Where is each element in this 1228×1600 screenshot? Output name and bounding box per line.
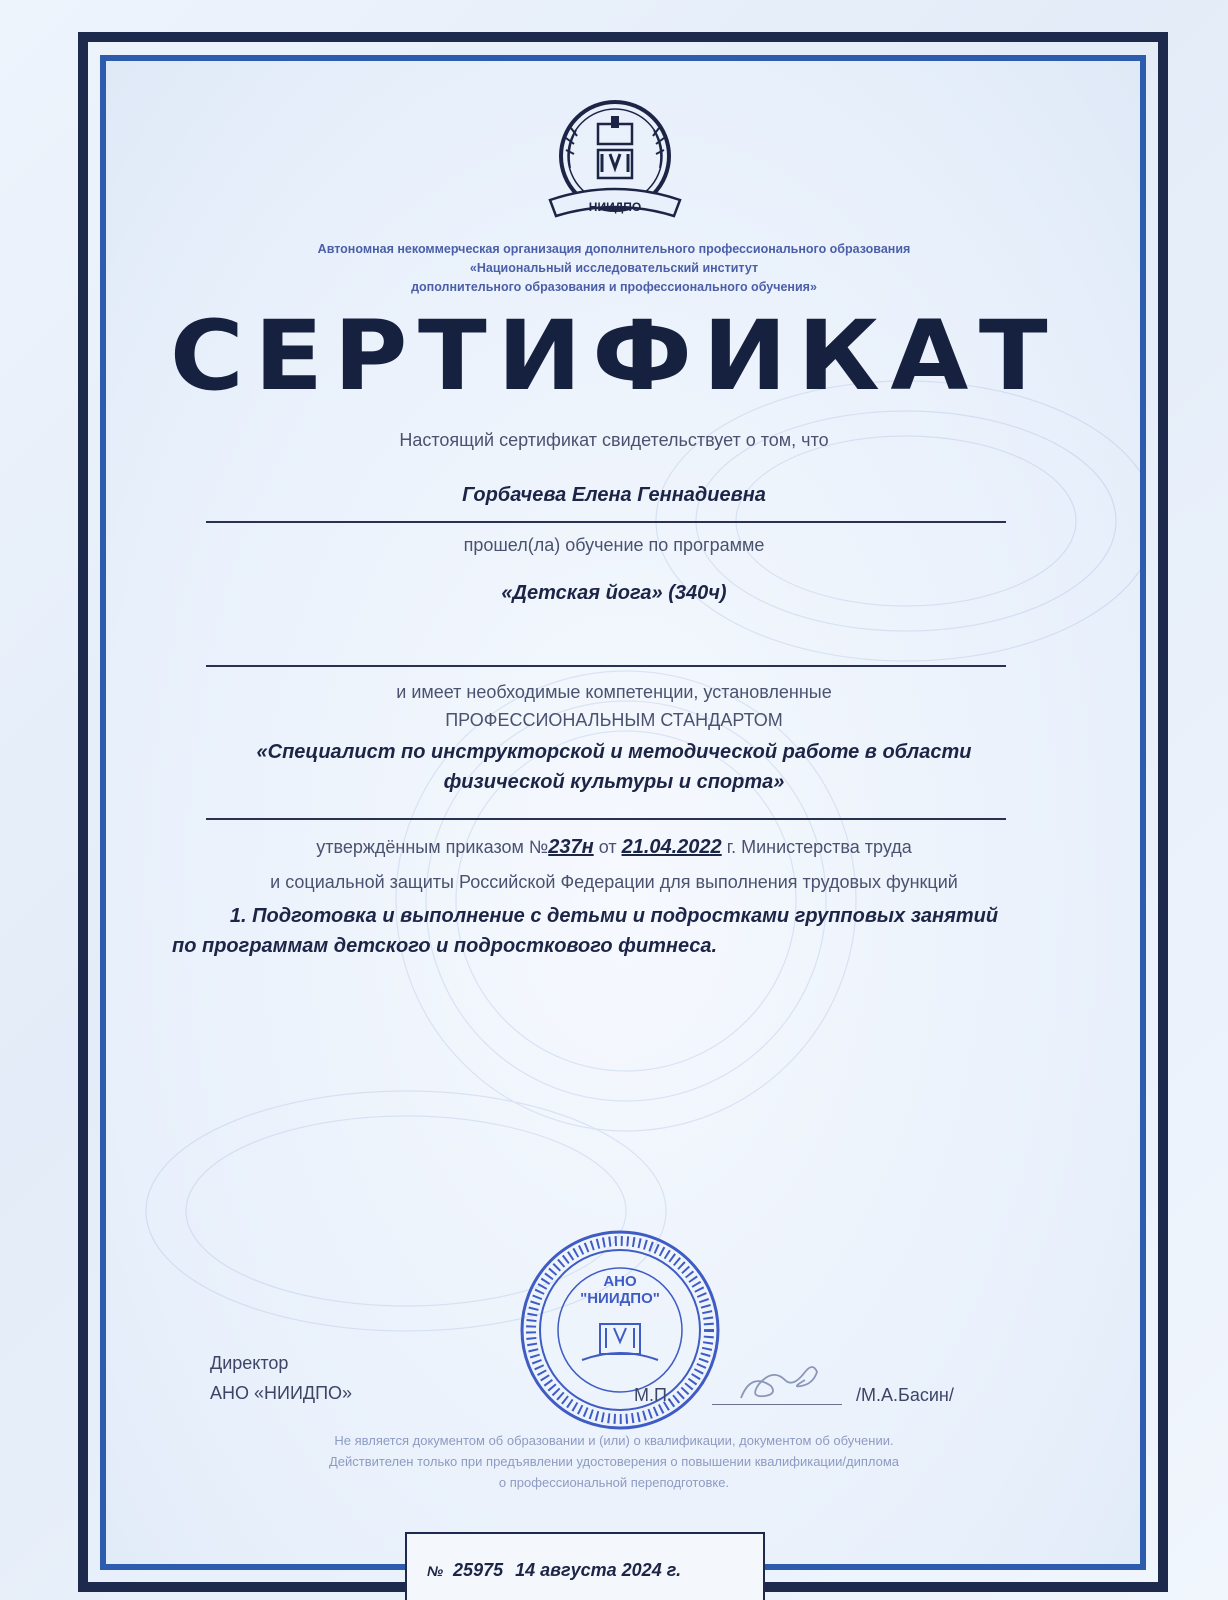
director-title: Директор (210, 1353, 289, 1373)
program-intro: прошел(ла) обучение по программе (463, 535, 765, 555)
certificate-number: 25975 (453, 1560, 504, 1580)
organization-line-1: Автономная некоммерческая организация дополнительного профессионального образования (317, 242, 911, 256)
order-line-1 (0, 836, 1228, 859)
certificate-title: СЕРТИФИКАТ (169, 300, 1059, 412)
function-line-2: по программам детского и подросткового фитнеса. (172, 935, 718, 957)
order-from: от (598, 837, 617, 857)
function-line-1: 1. Подготовка и выполнение с детьми и подростками групповых занятий (229, 905, 999, 927)
organization-line-2: «Национальный исследовательский институт (469, 261, 759, 275)
order-line-2: и социальной защиты Российской Федерации для выполнения трудовых функций (270, 872, 958, 892)
stamp-top: АНО (603, 1273, 637, 1290)
standard-label: ПРОФЕССИОНАЛЬНЫМ СТАНДАРТОМ (445, 710, 783, 730)
certificate-number-box (405, 1532, 765, 1600)
stamp-place-mark: М.П. (634, 1385, 672, 1405)
director-organization: АНО «НИИДПО» (210, 1383, 353, 1403)
certificate-date: 14 августа 2024 г. (515, 1560, 682, 1580)
stamp-middle: "НИИДПО" (580, 1290, 660, 1307)
order-prefix: утверждённым приказом № (316, 837, 549, 857)
standard-underline (206, 818, 1006, 820)
intro-text: Настоящий сертификат свидетельствует о том, что (399, 430, 829, 450)
standard-name-line-2: физической культуры и спорта» (443, 771, 785, 793)
footnote-line-2: Действителен только при предъявлении удостоверения о повышении квалификации/диплома (328, 1454, 900, 1469)
official-stamp (518, 1228, 722, 1432)
recipient-underline (206, 521, 1006, 523)
program-underline (206, 665, 1006, 667)
order-number: 237н (548, 836, 594, 858)
program-name: «Детская йога» (340ч) (501, 582, 727, 604)
director-name: /М.А.Басин/ (856, 1385, 954, 1405)
certificate-number-label: № (427, 1563, 444, 1579)
recipient-name: Горбачева Елена Геннадиевна (462, 484, 766, 506)
footnote-line-3: о профессиональной переподготовке. (498, 1475, 730, 1490)
order-date: 21.04.2022 (621, 836, 722, 858)
competence-intro: и имеет необходимые компетенции, установленные (396, 682, 832, 702)
handwritten-signature (735, 1364, 835, 1410)
institute-logo (540, 98, 690, 224)
organization-line-3: дополнительного образования и профессионального обучения» (411, 280, 817, 294)
order-suffix: г. Министерства труда (726, 837, 912, 857)
footnote-line-1: Не является документом об образовании и (или) о квалификации, документом об обучении. (334, 1433, 894, 1448)
logo-text: НИИДПО (588, 200, 642, 214)
standard-name-line-1: «Специалист по инструкторской и методической работе в области (256, 741, 972, 763)
